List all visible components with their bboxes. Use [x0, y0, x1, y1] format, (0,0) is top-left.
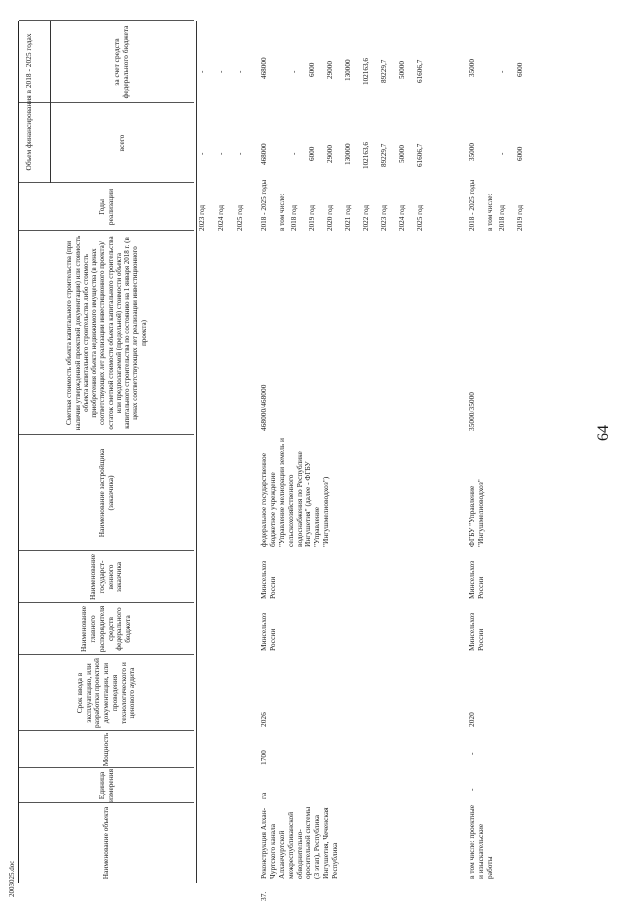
year-total: 50000	[398, 145, 406, 163]
year-label: 2019 год	[308, 205, 316, 231]
carry-total: -	[217, 152, 225, 155]
col-header-federal: за счет средств федерального бюджета	[112, 25, 130, 99]
table-header	[18, 21, 194, 883]
year-label: 2021 год	[344, 205, 352, 231]
page-number: 64	[595, 425, 612, 441]
year-label: 2025 год	[416, 205, 424, 231]
year-label: 2022 год	[362, 205, 370, 231]
year-total: 89229,7	[380, 143, 388, 167]
sub-year-federal: -	[498, 70, 506, 73]
year-federal: -	[290, 70, 298, 73]
year-total: 468000	[260, 143, 268, 165]
year-label: 2018 - 2025 годы	[260, 179, 268, 231]
sub-year-federal: 6000	[516, 62, 524, 77]
sub-object-developer: ФГБУ "Управление "Ингушмелиоводхоз"	[467, 479, 485, 547]
carry-federal: -	[236, 70, 244, 73]
object-name: Реконструкция Алхан-Чуртского канала Алханчуртской межреспубликанской обводнительно-оросительной системы (3 этап), Республика Ингушетия, Чеченская Республика	[259, 806, 339, 879]
sub-year-label: 2018 год	[498, 205, 506, 231]
year-label: 2018 год	[290, 205, 298, 231]
year-federal: 102163,6	[362, 58, 370, 85]
sub-object-capacity: -	[467, 752, 476, 755]
col-header-funding-group: Объем финансирования в 2018 - 2025 годах	[24, 33, 33, 171]
col-header-years: Годы реализации	[96, 188, 115, 226]
sub-year-label: 2018 - 2025 годы	[468, 179, 476, 231]
year-total: 102163,6	[362, 142, 370, 169]
sub-object-deadline: 2020	[467, 712, 476, 727]
carry-federal: -	[198, 70, 206, 73]
year-label: в том числе:	[278, 193, 286, 231]
col-header-developer: Наименование застройщика (заказчика)	[96, 448, 115, 538]
year-federal: 29000	[326, 61, 334, 79]
investment-table	[18, 21, 524, 901]
object-estimated-cost: 468000/468000	[259, 384, 268, 431]
year-total: 6000	[308, 146, 316, 161]
sub-year-total: -	[498, 152, 506, 155]
carry-year: 2023 год	[198, 205, 206, 231]
sub-year-label: 2019 год	[516, 205, 524, 231]
object-capacity: 1700	[259, 750, 268, 765]
sub-object-unit: -	[467, 788, 476, 791]
sub-year-label: в том числе:	[486, 193, 494, 231]
sub-object-state-customer: Минсельхоз России	[467, 560, 485, 599]
col-header-state-customer: Наименование государст-венного заказчика	[88, 553, 124, 601]
object-deadline: 2026	[259, 712, 268, 727]
sub-object-name: в том числе: проектные и изыскательские работы	[467, 804, 494, 879]
sub-year-total: 6000	[516, 146, 524, 161]
year-federal: 468000	[260, 57, 268, 79]
col-header-estimated-cost: Сметная стоимость объекта капитального строительства (при наличии утвержденной проектной документации) или стоимость объекта капитального строительства либо стоимость приобретения объекта недвижимого имущества (в ценах соответствующих лет реализации инвестиционного проекта)/остаток сметной стоимости объекта капитального строительства или предполагаемой (предельной) стоимости объекта капитального строительства по состоянию на 1 января 2018 г. (в ценах соответствующих лет реализации инвестиционного проекта)	[65, 235, 148, 431]
col-header-capacity: Мощность	[101, 732, 111, 767]
carry-federal: -	[217, 70, 225, 73]
object-developer: федеральное государственное бюджетное учреждение "Управление мелиорации земель и сельскохозяйственного водоснабжения по Республике Ингушетия" (далее - ФГБУ "Управление "Ингушмелиоводхоз")	[259, 438, 331, 547]
year-federal: 61606,7	[416, 59, 424, 83]
year-federal: 89229,7	[380, 59, 388, 83]
col-header-name: Наименование объекта	[101, 806, 111, 880]
object-main-manager: Минсельхоз России	[259, 612, 277, 651]
col-header-deadline: Срок ввода в эксплуатацию, или разработки проектной документации, или проведения технологического и ценового аудита	[74, 658, 137, 728]
year-federal: 6000	[308, 62, 316, 77]
year-federal: 130000	[344, 59, 352, 81]
year-label: 2024 год	[398, 205, 406, 231]
col-header-main-manager: Наименование главного распорядителя средств федерального бюджета	[79, 605, 132, 653]
carry-year: 2025 год	[236, 205, 244, 231]
year-total: 130000	[344, 143, 352, 165]
year-label: 2023 год	[380, 205, 388, 231]
year-total: 29000	[326, 145, 334, 163]
row-number: 37.	[259, 891, 268, 901]
carry-year: 2024 год	[217, 205, 225, 231]
year-total: -	[290, 152, 298, 155]
carry-total: -	[236, 152, 244, 155]
sub-year-total: 35000	[468, 143, 476, 161]
sub-object-estimated-cost: 35000/35000	[467, 391, 476, 431]
col-header-unit: Единица измерения	[96, 768, 115, 802]
year-federal: 50000	[398, 61, 406, 79]
year-total: 61606,7	[416, 143, 424, 167]
object-unit: га	[259, 792, 268, 799]
doc-filename: 2003025.doc	[8, 860, 16, 897]
sub-year-federal: 35000	[468, 59, 476, 77]
object-state-customer: Минсельхоз России	[259, 560, 277, 599]
col-header-total: всего	[116, 134, 126, 152]
year-label: 2020 год	[326, 205, 334, 231]
sub-object-main-manager: Минсельхоз России	[467, 612, 485, 651]
carry-total: -	[198, 152, 206, 155]
